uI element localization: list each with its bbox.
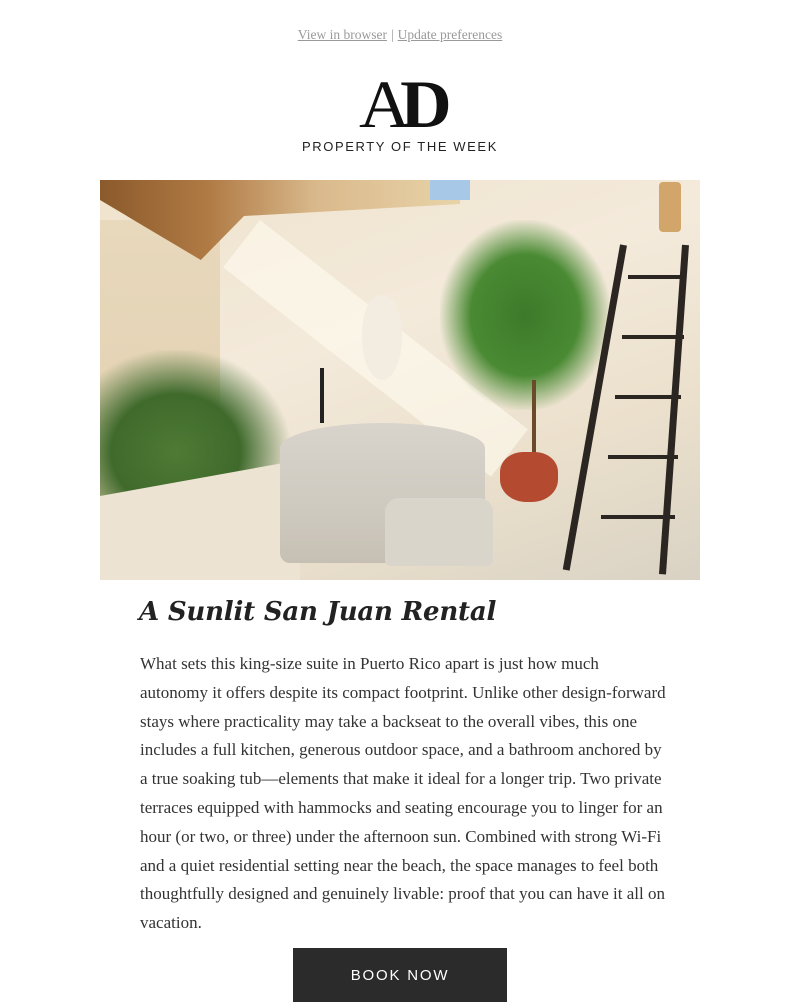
ladder-rail-right [659, 245, 689, 575]
fiddle-leaf-fig [440, 220, 610, 410]
ladder-rung [601, 515, 675, 519]
hero-image[interactable] [100, 180, 700, 580]
logo-letter-d: D [400, 66, 442, 142]
sky-patch [430, 180, 470, 200]
ladder-rung [615, 395, 681, 399]
article-title: A Sunlit San Juan Rental [139, 597, 497, 627]
wall-mirror [362, 295, 402, 380]
terracotta-pot [500, 452, 558, 502]
ad-logo[interactable] [358, 66, 442, 142]
update-preferences-link[interactable]: Update preferences [397, 27, 503, 42]
link-separator: | [390, 27, 394, 42]
tub-step [385, 498, 493, 566]
tub-faucet [320, 368, 324, 423]
view-in-browser-link[interactable]: View in browser [297, 27, 387, 42]
fig-trunk [532, 380, 536, 460]
logo-letter-a: A [358, 66, 400, 142]
article-body: What sets this king-size suite in Puerto Rico apart is just how much autonomy it offers despite its compact footprint. Unlike other design-forward stays where practicality may take a backseat to the overall vibes, this one includes a full kitchen, generous outdoor space, and a bathroom anchored by a true soaking tub—elements that make it ideal for a longer trip. Two private terraces equipped with hammocks and seating encourage you to linger for an hour (or two, or three) under the afternoon sun. Combined with strong Wi-Fi and a quiet residential setting near the beach, the space manages to feel both thoughtfully designed and genuinely livable: proof that you can have it all on vacation. [140, 654, 666, 933]
newsletter-subtitle: PROPERTY OF THE WEEK [302, 139, 498, 154]
wall-lamp [659, 182, 681, 232]
ladder-rung [622, 335, 684, 339]
book-now-button[interactable]: BOOK NOW [293, 948, 507, 1002]
brand-logo-container [0, 66, 800, 142]
header-links [0, 27, 800, 43]
ladder-rung [608, 455, 678, 459]
ladder-rung [628, 275, 686, 279]
